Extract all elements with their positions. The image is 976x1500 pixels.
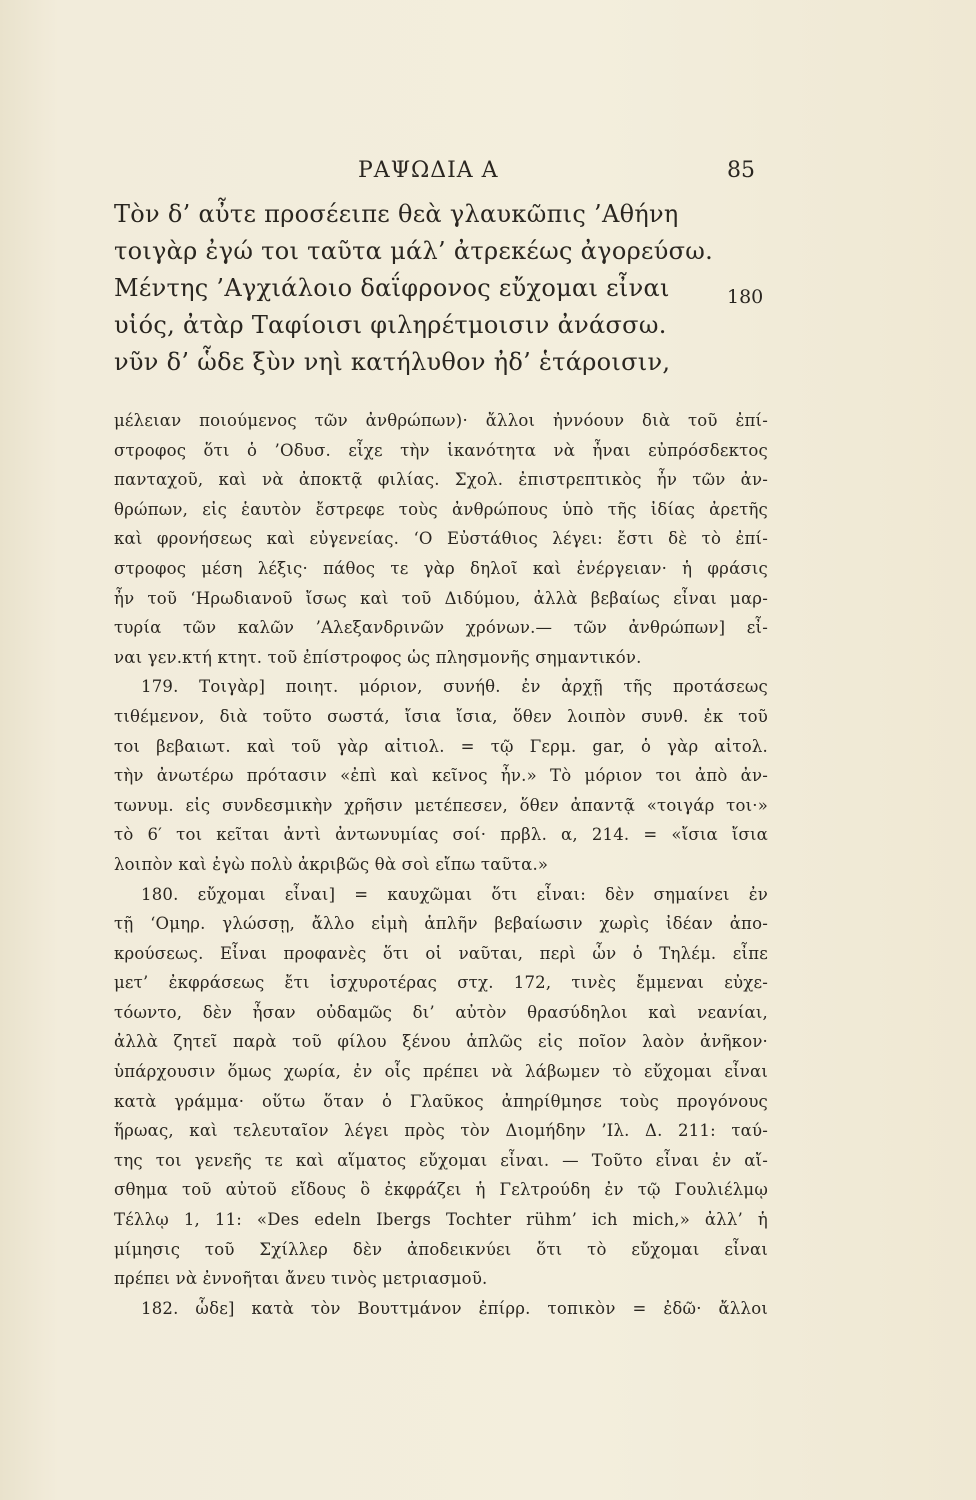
- page-header: [0, 158, 976, 188]
- verse-line: Μέντης ’Αγχιάλοιο δαΐφρονος εὔχομαι εἶναι: [114, 274, 670, 302]
- commentary-line: μέλειαν ποιούμενος τῶν ἀνθρώπων)· ἄλλοι ἠννόουν διὰ τοῦ ἐπί-: [114, 411, 768, 430]
- commentary-line: τὸ 6′ τοι κεῖται ἀντὶ ἀντωνυμίας σοί· πρβλ. α, 214. = «ἴσια ἴσια: [114, 825, 768, 845]
- commentary-line: 180. εὔχομαι εἶναι] = καυχῶμαι ὅτι εἶναι: δὲν σημαίνει ἐν: [141, 884, 768, 904]
- commentary-line: ἀλλὰ ζητεῖ παρὰ τοῦ φίλου ξένου ἁπλῶς εἰς ποῖον λαὸν ἀνῆκον·: [114, 1032, 768, 1052]
- commentary-line: τιθέμενον, διὰ τοῦτο σωστά, ἴσια ἴσια, ὅθεν λοιπὸν συνθ. ἐκ τοῦ: [114, 706, 768, 726]
- commentary-line: κρούσεως. Εἶναι προφανὲς ὅτι οἱ ναῦται, περὶ ὧν ὁ Τηλέμ. εἶπε: [114, 943, 768, 963]
- commentary-line: τωνυμ. εἰς συνδεσμικὴν χρῆσιν μετέπεσεν, ὅθεν ἀπαντᾷ «τοιγάρ τοι·»: [114, 795, 768, 815]
- commentary-line: Τέλλῳ 1, 11: «Des edeln Ibergs Tochter rühm’ ich mich,» ἀλλ’ ἡ: [114, 1210, 768, 1230]
- commentary-line: ἦν τοῦ ‘Ηρωδιανοῦ ἴσως καὶ τοῦ Διδύμου, ἀλλὰ βεβαίως εἶναι μαρ-: [114, 588, 768, 608]
- commentary-line: μετ’ ἐκφράσεως ἔτι ἰσχυροτέρας στχ. 172, τινὲς ἔμμεναι εὐχε-: [114, 973, 768, 993]
- commentary-line: ἥρωας, καὶ τελευταῖον λέγει πρὸς τὸν Διομήδην ’Ιλ. Δ. 211: ταύ-: [114, 1121, 768, 1141]
- commentary-line: λοιπὸν καὶ ἐγὼ πολὺ ἀκριβῶς θὰ σοὶ εἴπω ταῦτα.»: [114, 854, 549, 874]
- commentary-line: τόωντο, δὲν ἦσαν οὐδαμῶς δι’ αὐτὸν θρασύδηλοι καὶ νεανίαι,: [114, 1002, 768, 1022]
- verse-line: νῦν δ’ ὧδε ξὺν νηὶ κατήλυθον ἠδ’ ἑτάροισιν,: [114, 348, 671, 376]
- commentary-line: ὑπάρχουσιν ὅμως χωρία, ἐν οἷς πρέπει νὰ λάβωμεν τὸ εὔχομαι εἶναι: [114, 1062, 768, 1082]
- commentary-line: θρώπων, εἰς ἑαυτὸν ἔστρεφε τοὺς ἀνθρώπους ὑπὸ τῆς ἰδίας ἀρετῆς: [114, 499, 768, 519]
- commentary-line: στροφος μέση λέξις· πάθος τε γὰρ δηλοῖ καὶ ἐνέργειαν· ἡ φράσις: [114, 558, 768, 578]
- verse-line: υἱός, ἀτὰρ Ταφίοισι φιληρέτμοισιν ἀνάσσω.: [114, 311, 667, 339]
- commentary-line: τοι βεβαιωτ. καὶ τοῦ γὰρ αἰτιολ. = τῷ Γερμ. gar, ὁ γὰρ αἰτολ.: [114, 736, 768, 756]
- commentary-line: καὶ φρονήσεως καὶ εὐγενείας. ‘Ο Εὐστάθιος λέγει: ἔστι δὲ τὸ ἐπί-: [114, 529, 768, 549]
- commentary-line: κατὰ γράμμα· οὕτω ὅταν ὁ Γλαῦκος ἀπηρίθμησε τοὺς προγόνους: [114, 1091, 768, 1111]
- commentary-line: τῇ ‘Ομηρ. γλώσσῃ, ἄλλο εἰμὴ ἁπλῆν βεβαίωσιν χωρὶς ἰδέαν ἀπο-: [114, 914, 768, 934]
- commentary-line: πανταχοῦ, καὶ νὰ ἀποκτᾷ φιλίας. Σχολ. ἐπιστρεπτικὸς ἦν τῶν ἀν-: [114, 470, 768, 490]
- commentary-block: [114, 406, 768, 1323]
- commentary-line: στροφος ὅτι ὁ ’Οδυσ. εἶχε τὴν ἱκανότητα νὰ ἦναι εὐπρόσδεκτος: [114, 440, 768, 460]
- commentary-line: σθημα τοῦ αὐτοῦ εἴδους ὃ ἐκφράζει ἡ Γελτρούδη ἐν τῷ Γουλιέλμῳ: [114, 1180, 768, 1200]
- commentary-line: μίμησις τοῦ Σχίλλερ δὲν ἀποδεικνύει ὅτι τὸ εὔχομαι εἶναι: [114, 1239, 768, 1259]
- commentary-line: της τοι γενεῆς τε καὶ αἵματος εὔχομαι εἶναι. — Τοῦτο εἶναι ἐν αἴ-: [114, 1150, 768, 1170]
- commentary-line: τυρία τῶν καλῶν ’Αλεξανδρινῶν χρόνων.— τῶν ἀνθρώπων] εἶ-: [114, 618, 768, 638]
- verse-block: [114, 196, 834, 381]
- verse-line: τοιγὰρ ἐγώ τοι ταῦτα μάλ’ ἀτρεκέως ἀγορεύσω.: [114, 237, 714, 265]
- commentary-line: ναι γεν.κτή κτητ. τοῦ ἐπίστροφος ὡς πλησμονῆς σημαντικόν.: [114, 647, 642, 667]
- commentary-line: 182. ὧδε] κατὰ τὸν Βουττμάνον ἐπίρρ. τοπικὸν = ἐδῶ· ἄλλοι: [141, 1298, 768, 1318]
- verse-line-number: 180: [727, 286, 764, 308]
- commentary-line: πρέπει νὰ ἐννοῆται ἄνευ τινὸς μετριασμοῦ.: [114, 1269, 488, 1289]
- verse-line: Τὸν δ’ αὖτε προσέειπε θεὰ γλαυκῶπις ’Αθήνη: [114, 200, 679, 228]
- page-number: 85: [727, 158, 755, 183]
- commentary-line: τὴν ἀνωτέρω πρότασιν «ἐπὶ καὶ κεῖνος ἦν.» Τὸ μόριον τοι ἀπὸ ἀν-: [114, 766, 768, 786]
- commentary-line: 179. Τοιγὰρ] ποιητ. μόριον, συνήθ. ἐν ἀρχῇ τῆς προτάσεως: [141, 677, 768, 697]
- running-title: ΡΑΨΩΔΙΑ Α: [358, 158, 499, 183]
